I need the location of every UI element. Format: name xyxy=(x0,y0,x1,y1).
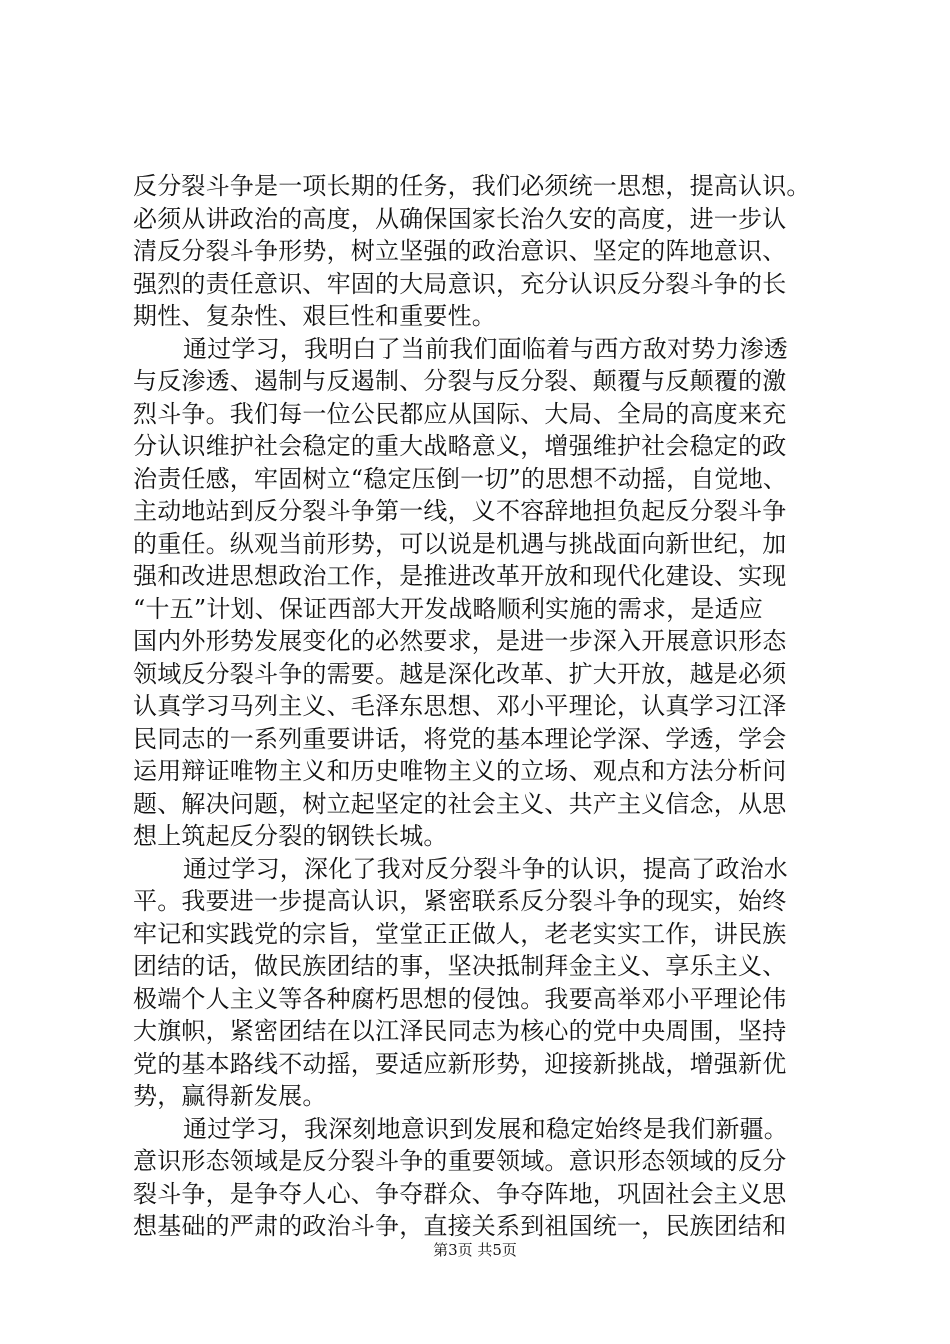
paragraph-2 xyxy=(133,333,833,853)
paragraph-1 xyxy=(133,170,833,333)
text-line: 分认识维护社会稳定的重大战略意义，增强维护社会稳定的政 xyxy=(133,432,787,460)
text-line: 强烈的责任意识、牢固的大局意识，充分认识反分裂斗争的长 xyxy=(133,269,787,298)
text-line: 烈斗争。我们每一位公民都应从国际、大局、全局的高度来充 xyxy=(133,399,787,428)
text-line: 题、解决问题，树立起坚定的社会主义、共产主义信念，从思 xyxy=(133,789,787,818)
page-number-footer: 第3页 共5页 xyxy=(433,1241,517,1259)
text-line: 民同志的一系列重要讲话，将党的基本理论学深、学透，学会 xyxy=(133,724,787,753)
text-line: 裂斗争，是争夺人心、争夺群众、争夺阵地，巩固社会主义思 xyxy=(133,1179,787,1208)
text-line: 团结的话，做民族团结的事，坚决抵制拜金主义、享乐主义、 xyxy=(133,952,787,980)
text-line: 主动地站到反分裂斗争第一线，义不容辞地担负起反分裂斗争 xyxy=(133,497,787,525)
text-line: 期性、复杂性、艰巨性和重要性。 xyxy=(133,302,496,330)
text-line: 强和改进思想政治工作，是推进改革开放和现代化建设、实现 xyxy=(133,562,787,590)
text-line: 通过学习，我深刻地意识到发展和稳定始终是我们新疆。 xyxy=(183,1114,788,1143)
paragraph-3 xyxy=(133,853,833,1113)
text-line: 领域反分裂斗争的需要。越是深化改革、扩大开放，越是必须 xyxy=(133,659,787,688)
text-line: 反分裂斗争是一项长期的任务，我们必须统一思想，提高认识。 xyxy=(133,172,811,200)
text-line: 国内外形势发展变化的必然要求，是进一步深入开展意识形态 xyxy=(133,627,787,655)
text-line: 认真学习马列主义、毛泽东思想、邓小平理论，认真学习江泽 xyxy=(133,692,787,720)
text-line: 与反渗透、遏制与反遏制、分裂与反分裂、颠覆与反颠覆的激 xyxy=(133,367,787,395)
paragraph-4 xyxy=(133,1113,833,1243)
text-line: 想基础的严肃的政治斗争，直接关系到祖国统一，民族团结和 xyxy=(133,1212,787,1240)
text-line: 极端个人主义等各种腐朽思想的侵蚀。我要高举邓小平理论伟 xyxy=(133,984,787,1013)
text-line: 治责任感，牢固树立“稳定压倒一切”的思想不动摇，自觉地、 xyxy=(133,464,788,493)
text-line: 平。我要进一步提高认识，紧密联系反分裂斗争的现实，始终 xyxy=(133,887,787,915)
text-line: 的重任。纵观当前形势，可以说是机遇与挑战面向新世纪，加 xyxy=(133,529,787,558)
document-body xyxy=(133,170,833,1243)
text-line: 大旗帜，紧密团结在以江泽民同志为核心的党中央周围，坚持 xyxy=(133,1017,787,1045)
text-line: 意识形态领域是反分裂斗争的重要领域。意识形态领域的反分 xyxy=(133,1147,787,1175)
text-line: 必须从讲政治的高度，从确保国家长治久安的高度，进一步认 xyxy=(133,204,787,233)
text-line: 清反分裂斗争形势，树立坚强的政治意识、坚定的阵地意识、 xyxy=(133,237,787,265)
text-line: 牢记和实践党的宗旨，堂堂正正做人，老老实实工作，讲民族 xyxy=(133,919,787,948)
text-line: 通过学习，我明白了当前我们面临着与西方敌对势力渗透 xyxy=(183,334,788,363)
text-line: 运用辩证唯物主义和历史唯物主义的立场、观点和方法分析问 xyxy=(133,757,787,785)
text-line: 党的基本路线不动摇，要适应新形势，迎接新挑战，增强新优 xyxy=(133,1049,787,1078)
text-line: 想上筑起反分裂的钢铁长城。 xyxy=(133,822,448,850)
text-line: 通过学习，深化了我对反分裂斗争的认识，提高了政治水 xyxy=(183,854,788,883)
text-line: 势，赢得新发展。 xyxy=(133,1082,327,1110)
text-line: “十五”计划、保证西部大开发战略顺利实施的需求，是适应 xyxy=(133,594,763,623)
